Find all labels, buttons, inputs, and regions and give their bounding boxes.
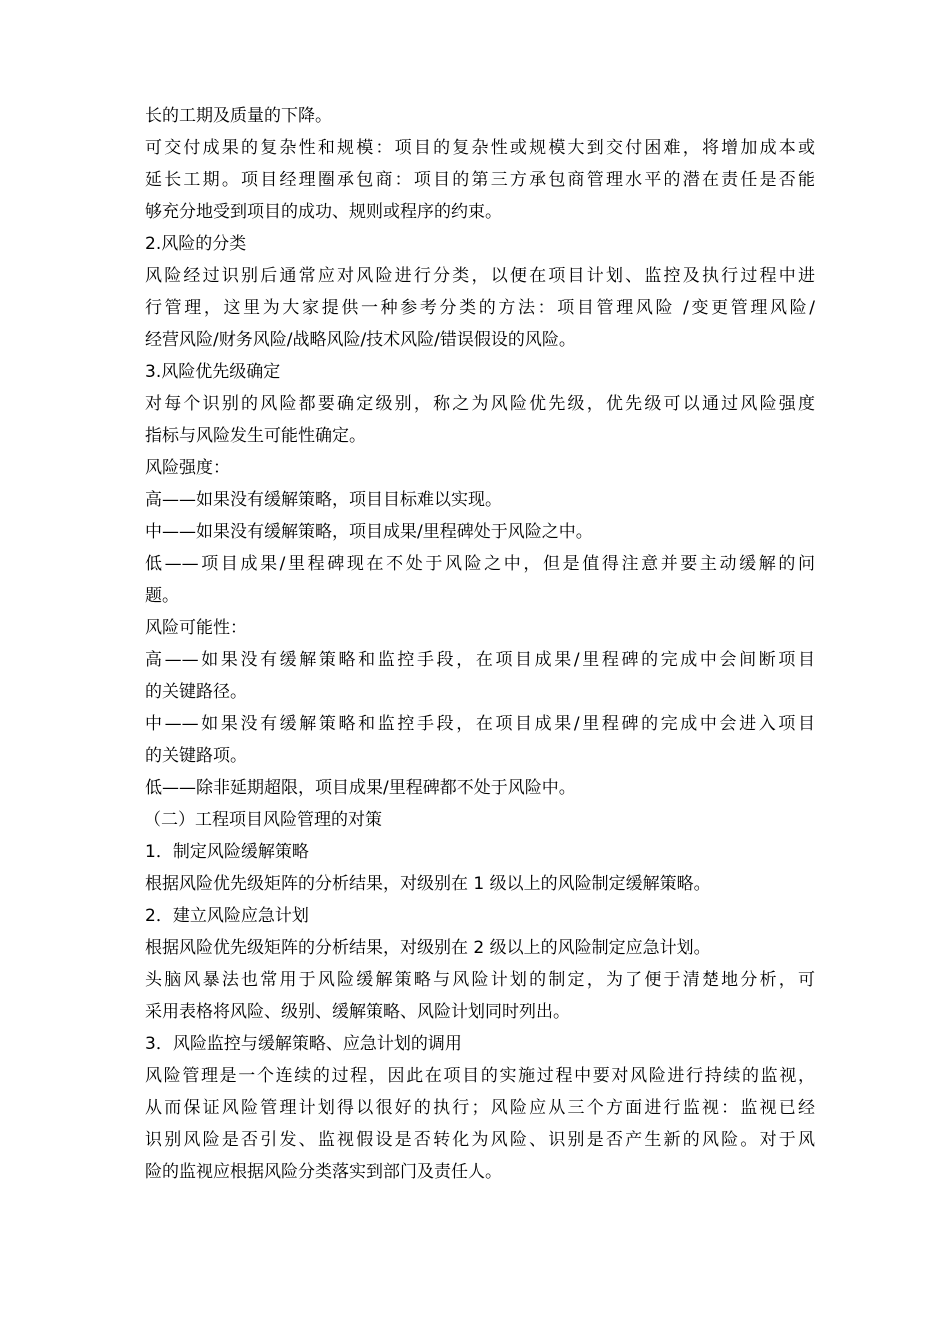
text-line: 险的监视应根据风险分类落实到部门及责任人。 [145, 1162, 502, 1182]
text-line: 中——如果没有缓解策略，项目成果/里程碑处于风险之中。 [145, 522, 593, 542]
text-line: 风险强度： [145, 458, 230, 478]
text-line: 风险管理是一个连续的过程，因此在项目的实施过程中要对风险进行持续的监视， [145, 1066, 815, 1086]
text-line: 采用表格将风险、级别、缓解策略、风险计划同时列出。 [145, 1002, 570, 1022]
text-line: 风险经过识别后通常应对风险进行分类，以便在项目计划、监控及执行过程中进 [145, 266, 815, 286]
document-body [145, 100, 815, 1188]
text-line: 风险可能性： [145, 618, 247, 638]
text-line: 从而保证风险管理计划得以很好的执行；风险应从三个方面进行监视：监视已经 [145, 1098, 815, 1118]
text-line: 题。 [145, 586, 179, 606]
section-heading: 3．风险监控与缓解策略、应急计划的调用 [145, 1034, 462, 1054]
text-line: 根据风险优先级矩阵的分析结果，对级别在 2 级以上的风险制定应急计划。 [145, 938, 711, 958]
text-line: 对每个识别的风险都要确定级别，称之为风险优先级，优先级可以通过风险强度 [145, 394, 815, 414]
text-line: 识别风险是否引发、监视假设是否转化为风险、识别是否产生新的风险。对于风 [145, 1130, 815, 1150]
text-line: 够充分地受到项目的成功、规则或程序的约束。 [145, 202, 502, 222]
text-line: 可交付成果的复杂性和规模：项目的复杂性或规模大到交付困难，将增加成本或 [145, 138, 815, 158]
text-line: 经营风险/财务风险/战略风险/技术风险/错误假设的风险。 [145, 330, 576, 350]
text-line: 长的工期及质量的下降。 [145, 106, 332, 126]
text-line: 行管理，这里为大家提供一种参考分类的方法：项目管理风险 /变更管理风险/ [145, 298, 815, 318]
text-line: 中——如果没有缓解策略和监控手段，在项目成果/里程碑的完成中会进入项目 [145, 714, 815, 734]
text-line: 高——如果没有缓解策略和监控手段，在项目成果/里程碑的完成中会间断项目 [145, 650, 815, 670]
section-heading: 1．制定风险缓解策略 [145, 842, 309, 862]
text-line: 延长工期。项目经理圈承包商：项目的第三方承包商管理水平的潜在责任是否能 [145, 170, 815, 190]
text-line: 头脑风暴法也常用于风险缓解策略与风险计划的制定，为了便于清楚地分析，可 [145, 970, 815, 990]
text-line: 低——除非延期超限，项目成果/里程碑都不处于风险中。 [145, 778, 576, 798]
text-line: 的关键路项。 [145, 746, 247, 766]
text-line: 根据风险优先级矩阵的分析结果，对级别在 1 级以上的风险制定缓解策略。 [145, 874, 711, 894]
section-heading: 2.风险的分类 [145, 234, 247, 254]
section-heading: 2．建立风险应急计划 [145, 906, 309, 926]
section-heading: （二）工程项目风险管理的对策 [144, 810, 382, 830]
text-line: 指标与风险发生可能性确定。 [145, 426, 366, 446]
text-line: 低——项目成果/里程碑现在不处于风险之中，但是值得注意并要主动缓解的问 [145, 554, 815, 574]
section-heading: 3.风险优先级确定 [145, 362, 281, 382]
text-line: 高——如果没有缓解策略，项目目标难以实现。 [145, 490, 502, 510]
text-line: 的关键路径。 [145, 682, 247, 702]
